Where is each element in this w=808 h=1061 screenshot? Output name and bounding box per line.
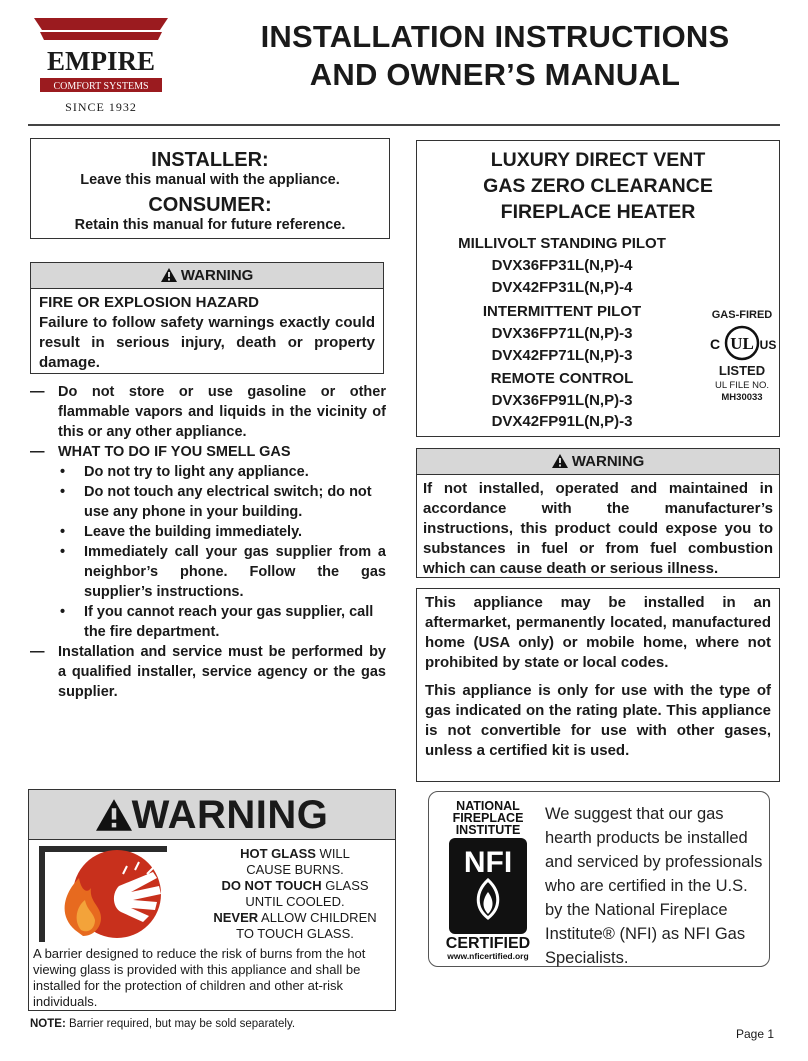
model-number: DVX36FP91L(N,P)-3	[491, 392, 633, 409]
appliance-notice	[416, 588, 780, 782]
logo-tagline: COMFORT SYSTEMS	[53, 81, 149, 92]
warning-header	[417, 449, 779, 475]
list-subitem: • If you cannot reach your gas supplier, call the fire department.	[60, 604, 374, 640]
list-subitem: • Do not touch any electrical switch; do not use any phone in your building.	[60, 484, 372, 520]
model-group-label: REMOTE CONTROL	[490, 370, 634, 387]
hazard-title: FIRE OR EXPLOSION HAZARD	[39, 294, 260, 311]
logo-brand: EMPIRE	[47, 46, 155, 76]
list-subitem: • Do not try to light any appliance.	[60, 464, 309, 480]
warning-text: If not installed, operated and maintained in accordance with the manufacturer’s instructions, this product could expose you to substances in fuel or from fuel combustion which can cause death or serious illness.	[423, 480, 773, 577]
ul-text: UL	[730, 334, 754, 353]
product-title: LUXURY DIRECT VENT GAS ZERO CLEARANCE FIREPLACE HEATER	[483, 149, 713, 223]
nfi-url: www.nficertified.org	[447, 951, 529, 961]
nfi-logo-line3: INSTITUTE	[455, 823, 521, 837]
model-group-label: MILLIVOLT STANDING PILOT	[458, 235, 666, 252]
model-number: DVX42FP71L(N,P)-3	[491, 347, 633, 364]
warning-triangle-icon	[161, 268, 177, 282]
hot-glass-hand-icon	[35, 844, 171, 944]
warning-label: WARNING	[571, 453, 645, 470]
consumer-text: Retain this manual for future reference.	[74, 217, 346, 233]
warning-triangle-icon	[96, 799, 132, 831]
empire-logo	[30, 16, 172, 114]
hazard-text: Failure to follow safety warnings exactly could result in serious injury, death or property damage.	[39, 314, 375, 371]
safety-list	[30, 382, 386, 702]
warning-triangle-icon	[552, 454, 568, 468]
page-title: INSTALLATION INSTRUCTIONS AND OWNER’S MANUAL	[260, 19, 730, 92]
model-group-label: INTERMITTENT PILOT	[482, 303, 642, 320]
ul-listed-mark	[707, 309, 777, 404]
warning-label: WARNING	[180, 267, 254, 284]
model-number: DVX42FP31L(N,P)-4	[491, 279, 633, 296]
big-warning-header	[29, 790, 395, 840]
installer-text: Leave this manual with the appliance.	[80, 172, 340, 188]
page-number: Page 1	[736, 1027, 775, 1041]
ul-gas-fired: GAS-FIRED	[711, 309, 773, 321]
model-number: DVX42FP91L(N,P)-3	[491, 413, 633, 430]
hot-glass-message: HOT GLASS WILL CAUSE BURNS. DO NOT TOUCH GLASS UNTIL COOLED. NEVER ALLOW CHILDREN TO TOUCH GLASS.	[213, 846, 377, 941]
warning-header	[31, 263, 383, 289]
list-item: — WHAT TO DO IF YOU SMELL GAS	[30, 444, 291, 460]
nfi-logo-line1: NATIONAL	[456, 799, 520, 813]
nfi-logo-line2: FIREPLACE	[452, 811, 524, 825]
list-item: — Installation and service must be performed by a qualified installer, service agency or the gas supplier.	[30, 644, 386, 700]
nfi-mark: NFI	[463, 846, 513, 879]
ul-logo-icon	[707, 323, 777, 363]
list-subitem: • Leave the building immediately.	[60, 524, 303, 540]
ul-file-number: MH30033	[721, 392, 763, 403]
big-warning-label: WARNING	[131, 793, 329, 837]
ul-us: US	[759, 338, 777, 352]
nfi-recommendation: We suggest that our gas hearth products be installed and serviced by professionals who are certified in the U.S. by the National Fireplace Institute® (NFI) as NFI Gas Specialists.	[545, 805, 763, 967]
list-subitem: • Immediately call your gas supplier from a neighbor’s phone. Follow the gas supplier’s instructions.	[60, 544, 386, 600]
nfi-certification-box	[428, 791, 770, 967]
model-number: DVX36FP31L(N,P)-4	[491, 257, 633, 274]
installer-heading: INSTALLER:	[151, 149, 269, 171]
product-box	[416, 140, 780, 437]
fire-hazard-warning	[30, 262, 384, 374]
model-number: DVX36FP71L(N,P)-3	[491, 325, 633, 342]
list-item: — Do not store or use gasoline or other flammable vapors and liquids in the vicinity of this or any other appliance.	[30, 384, 386, 440]
nfi-certified-text: CERTIFIED	[445, 935, 531, 952]
ul-file-label: UL FILE NO.	[714, 380, 770, 391]
appliance-paragraph: This appliance is only for use with the type of gas indicated on the rating plate. This appliance is not convertible for use with other gases, unless a certified kit is used.	[425, 682, 771, 759]
barrier-description: A barrier designed to reduce the risk of burns from the hot viewing glass is provided with this appliance and shall be installed for the protection of children and other at-risk individuals.	[33, 946, 366, 1009]
ul-listed: LISTED	[718, 363, 766, 378]
appliance-paragraph: This appliance may be installed in an aftermarket, permanently located, manufactured home (USA only) or mobile home, where not prohibited by state or local codes.	[425, 594, 771, 671]
ul-c: C	[709, 336, 721, 352]
barrier-note: NOTE: Barrier required, but may be sold separately.	[30, 1018, 296, 1030]
installer-consumer-box	[30, 138, 390, 239]
nfi-certified-logo	[435, 796, 541, 962]
consumer-heading: CONSUMER:	[148, 194, 272, 216]
header-divider	[28, 124, 780, 126]
exposure-warning	[416, 448, 780, 578]
logo-since: SINCE 1932	[65, 100, 137, 114]
hot-glass-warning	[28, 789, 396, 1011]
